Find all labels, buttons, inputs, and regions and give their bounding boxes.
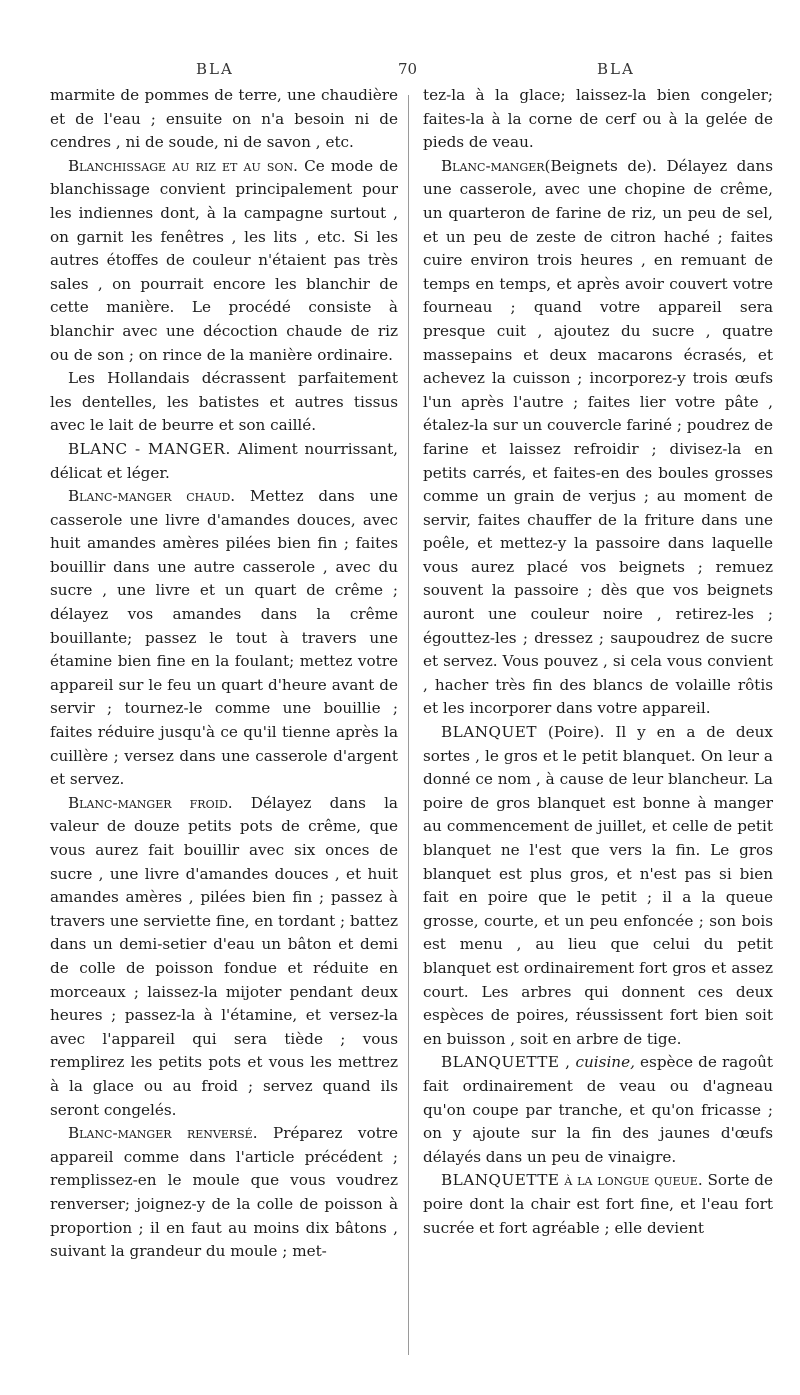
entry-blanc-manger: BLANC - MANGER. Aliment nourrissant, délicat et léger. — [50, 439, 399, 482]
entry-heading: Blanc-manger — [441, 156, 545, 175]
entry-blanc-manger-renverse: Blanc-manger renversé. Préparez votre appareil comme dans l'article précédent ; remplissez-en le moule que vous voudrez renverser; joignez-y de la colle de poisson à proportion ; il en faut au moins dix bâtons , suivant la grandeur du moule ; met- — [50, 1124, 398, 1261]
running-header-left: BLA — [196, 60, 234, 78]
entry-blanc-manger-froid: Blanc-manger froid. Délayez dans la valeur de douze petits pots de crême, que vous aurez fait bouillir avec six onces de sucre , une livre d'amandes douces , et huit amandes amères , pilées bien fin ; passez à travers une serviette fine, en tordant ; battez dans un demi-setier d'eau un bâton et demi de colle de poisson fondue et réduite en morceaux ; laissez-la mijoter pendant deux heures ; passez-la à l'étamine, et versez-la avec l'appareil qui sera tiède ; vous remplirez les petits pots et vous les mettrez à la glace ou au froid ; servez quand ils seront congelés. — [50, 793, 398, 1119]
entry-blanchissage-riz: Blanchissage au riz et au son. Ce mode de blanchissage convient principalement pour les indiennes dont, à la campagne surtout , on garnit les fenêtres , les lits , etc. Si les autres étoffes de couleur n'étaient pas très sales , on pourrait encore les blanchir de cette manière. Le procédé consiste à blanchir avec une décoction chaude de riz ou de son ; on rince de la manière ordinaire. — [50, 156, 398, 364]
entry-heading: Blanc-manger renversé. — [68, 1124, 258, 1143]
running-header-right: BLA — [597, 60, 635, 78]
entry-blanc-manger-chaud: Blanc-manger chaud. Mettez dans une casserole une livre d'amandes douces, avec huit amandes amères pilées bien fin ; faites bouillir dans une autre casserole , avec du sucre , une livre et un quart de crême ; délayez vos amandes dans la crême bouillante; passez le tout à travers une étamine bien fine en la foulant; mettez votre appareil sur le feu un quart d'heure avant de servir ; tournez-le comme une bouillie ; faites réduire jusqu'à ce qu'il tienne après la cuillère ; versez dans une casserole d'argent et servez. — [50, 487, 399, 789]
entry-blanquet: BLANQUET (Poire). Il y en a de deux sortes , le gros et le petit blanquet. On leur a donné ce nom , à cause de leur blancheur. La poire de gros blanquet est bonne à manger au commencement de juillet, et celle de petit blanquet ne l'est que vers la fin. Le gros blanquet est plus gros, et n'est pas si bien fait en poire que le petit ; il a la queue grosse, courte, et un peu enfoncée ; son bois est menu , au lieu que celui du petit blanquet est ordinairement fort gros et assez court. Les arbres qui donnent ces deux espèces de poires, réussissent fort bien soit en buisson , soit en arbre de tige. — [423, 723, 773, 1048]
right-column — [423, 84, 773, 1240]
page-number: 70 — [398, 60, 418, 78]
entry-heading: BLANQUETTE — [441, 1171, 560, 1190]
entry-blanquette-longue-queue: BLANQUETTE à la longue queue. Sorte de poire dont la chair est fort fine, et l'eau fort sucrée et fort agréable ; elle devient — [423, 1171, 774, 1237]
entry-blanquette: BLANQUETTE , cuisine, espèce de ragoût fait ordinairement de veau ou d'agneau qu'on coupe par tranche, et qu'on fricasse ; on y ajoute sur la fin des jaunes d'œufs délayés dans un peu de vinaigre. — [423, 1053, 774, 1166]
entry-blanc-manger-beignets: Blanc-manger(Beignets de). Délayez dans une casserole, avec une chopine de crême, un quarteron de farine de riz, un peu de sel, et un peu de zeste de citron haché ; faites cuire environ trois heures , en remuant de temps en temps, et après avoir couvert votre fourneau ; quand votre appareil sera presque cuit , ajoutez du sucre , quatre massepains et deux macarons écrasés, et achevez la cuisson ; incorporez-y trois œufs l'un après l'autre ; faites lier votre pâte , étalez-la sur un couvercle fariné ; poudrez de farine et laissez refroidir ; divisez-la en petits carrés, et faites-en des boules grosses comme un grain de verjus ; au moment de servir, faites chauffer de la friture dans une poêle, et mettez-y la passoire dans laquelle vous aurez placé vos beignets ; remuez souvent la passoire ; dès que vos beignets auront une couleur noire , retirez-les ; égouttez-les ; dressez ; saupoudrez de sucre et servez. Vous pouvez , si cela vous convient , hacher très fin des blancs de volaille rôtis et les incorporer dans votre appareil. — [423, 156, 773, 718]
entry-heading: Blanc-manger chaud. — [68, 487, 236, 506]
paragraph: tez-la à la glace; laissez-la bien congeler; faites-la à la corne de cerf ou à la gelée de pieds de veau. — [423, 86, 773, 152]
entry-heading: BLANQUETTE , — [441, 1053, 571, 1072]
column-divider — [408, 95, 409, 1355]
entry-heading: Blanc-manger froid. — [68, 793, 233, 812]
paragraph: marmite de pommes de terre, une chaudière et de l'eau ; ensuite on n'a besoin ni de cendres , ni de soude, ni de savon , etc. — [50, 86, 398, 152]
entry-heading: Blanchissage au riz et au son. — [68, 156, 298, 175]
entry-heading: BLANQUET — [441, 723, 537, 742]
entry-heading: BLANC - MANGER. — [68, 439, 231, 458]
paragraph: Les Hollandais décrassent parfaitement les dentelles, les batistes et autres tissus avec le lait de beurre et son caillé. — [50, 369, 398, 435]
left-column — [50, 84, 398, 1264]
